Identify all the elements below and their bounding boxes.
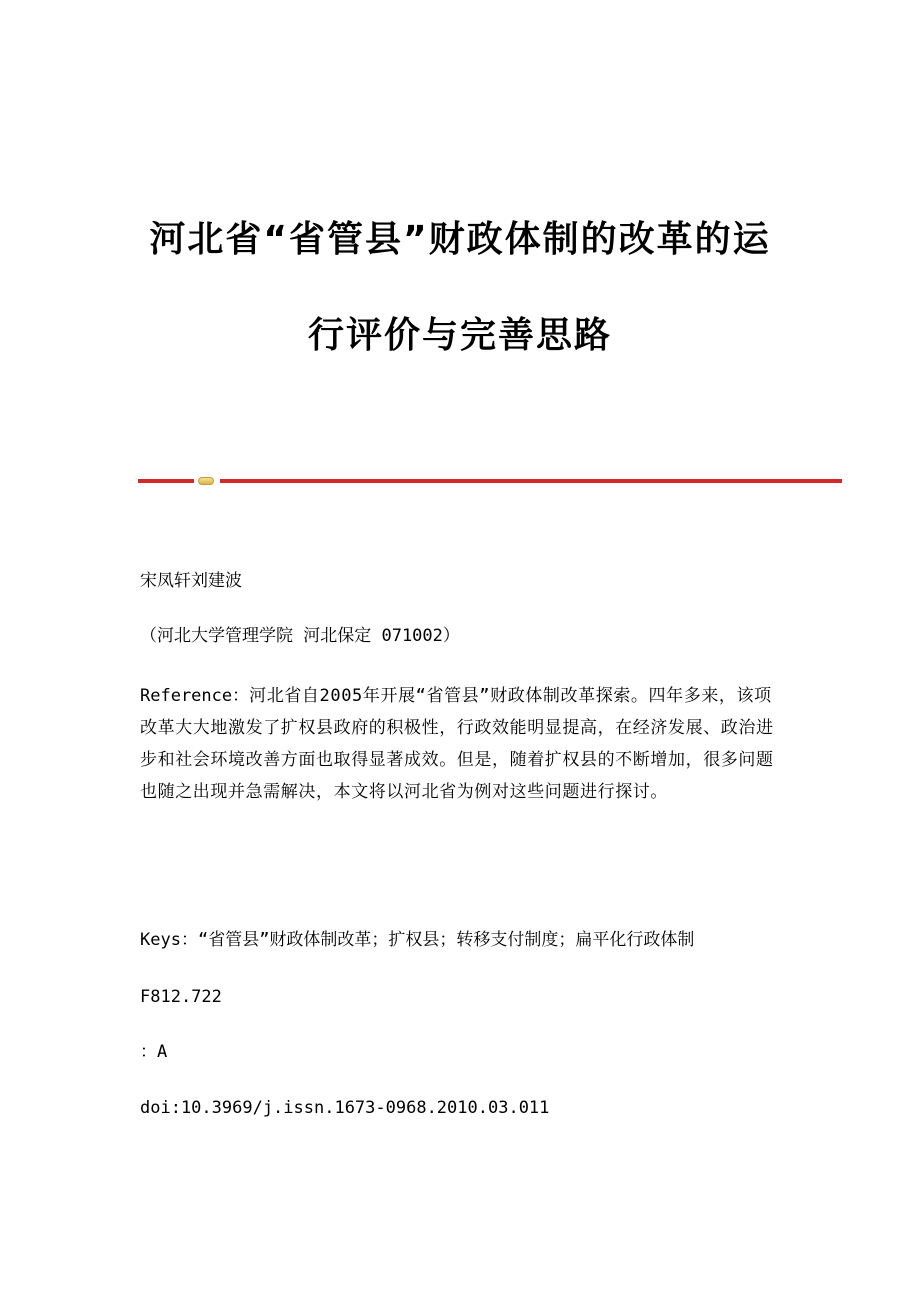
divider-ornament-icon bbox=[198, 477, 214, 485]
abstract-text: 河北省自2005年开展“省管县”财政体制改革探索。四年多来，该项改革大大地激发了扩权县政府的积极性，行政效能明显提高，在经济发展、政治进步和社会环境改善方面也取得显著成效。但是，随着扩权县的不断增加，很多问题也随之出现并急需解决，本文将以河北省为例对这些问题进行探讨。 bbox=[140, 686, 774, 802]
authors: 宋凤轩刘建波 bbox=[140, 571, 242, 591]
divider-left-bar bbox=[138, 479, 194, 483]
clc-number: F812.722 bbox=[140, 987, 222, 1007]
paper-title-line-1: 河北省“省管县”财政体制的改革的运 bbox=[149, 219, 771, 260]
abstract bbox=[140, 680, 780, 808]
affiliation: （河北大学管理学院 河北保定 071002） bbox=[140, 626, 460, 646]
doi: doi:10.3969/j.issn.1673-0968.2010.03.011 bbox=[140, 1098, 550, 1118]
document-code: ：A bbox=[140, 1042, 168, 1062]
keywords-text: “省管县”财政体制改革；扩权县；转移支付制度；扁平化行政体制 bbox=[197, 930, 695, 950]
keywords-label: Keys： bbox=[140, 930, 198, 950]
paper-title-line-2: 行评价与完善思路 bbox=[307, 315, 612, 356]
divider-right-bar bbox=[220, 479, 842, 483]
abstract-label: Reference： bbox=[140, 686, 250, 706]
keywords bbox=[140, 928, 694, 952]
title-divider bbox=[138, 476, 842, 486]
